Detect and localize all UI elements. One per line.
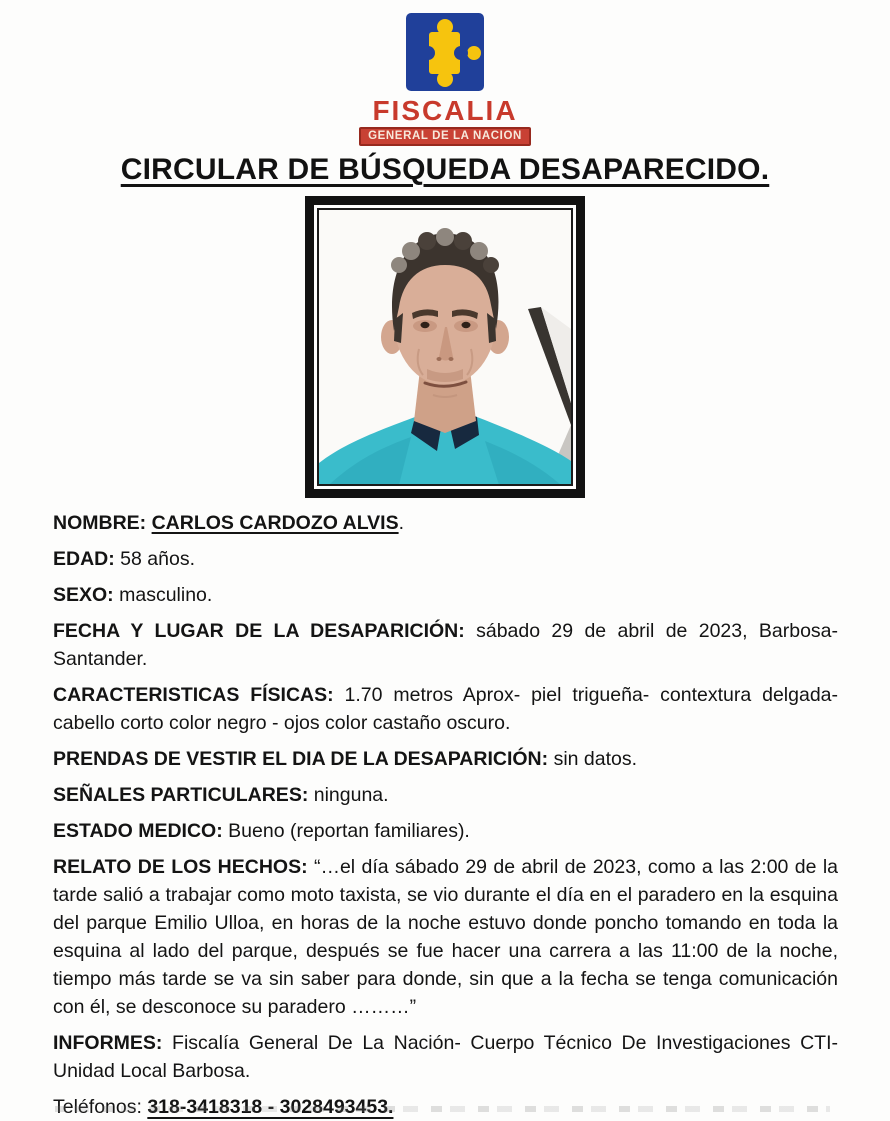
details-section bbox=[53, 509, 838, 1121]
field-prendas-value: sin datos. bbox=[553, 748, 638, 771]
field-sexo-value: masculino. bbox=[119, 584, 213, 607]
field-fecha-lugar-label: FECHA Y LUGAR DE LA DESAPARICIÓN: bbox=[53, 620, 465, 643]
field-sexo-label: SEXO: bbox=[53, 584, 114, 607]
fiscalia-wordmark: FISCALIA bbox=[372, 95, 518, 126]
field-edad-value: 58 años. bbox=[120, 548, 195, 571]
field-senales-label: SEÑALES PARTICULARES: bbox=[53, 784, 309, 807]
field-informes-label: INFORMES: bbox=[53, 1032, 163, 1055]
field-sexo bbox=[53, 581, 838, 609]
field-nombre-label: NOMBRE: bbox=[53, 512, 147, 535]
field-prendas bbox=[53, 745, 838, 773]
field-nombre-suffix: . bbox=[398, 512, 405, 535]
field-estado-medico-label: ESTADO MEDICO: bbox=[53, 820, 223, 843]
fiscalia-emblem-icon bbox=[405, 10, 485, 94]
field-relato-label: RELATO DE LOS HECHOS: bbox=[53, 856, 308, 879]
field-caracteristicas-label: CARACTERISTICAS FÍSICAS: bbox=[53, 684, 334, 707]
field-nombre bbox=[53, 509, 838, 537]
field-edad-label: EDAD: bbox=[53, 548, 115, 571]
field-prendas-label: PRENDAS DE VESTIR EL DIA DE LA DESAPARICIÓN: bbox=[53, 748, 549, 771]
field-telefonos-label: Teléfonos: bbox=[53, 1096, 142, 1119]
field-senales-value: ninguna. bbox=[313, 784, 389, 807]
fiscalia-subtitle-box bbox=[0, 126, 890, 146]
field-caracteristicas-value: 1.70 metros Aprox- piel trigueña- contextura delgada- cabello corto color negro - ojos color castaño oscuro. bbox=[53, 684, 838, 735]
field-fecha-lugar bbox=[53, 617, 838, 673]
field-estado-medico-value: Bueno (reportan familiares). bbox=[228, 820, 470, 843]
field-informes-value: Fiscalía General De La Nación- Cuerpo Técnico De Investigaciones CTI- Unidad Local Barbosa. bbox=[53, 1032, 838, 1083]
missing-person-photo-frame bbox=[305, 196, 585, 498]
field-fecha-lugar-value: sábado 29 de abril de 2023, Barbosa-Santander. bbox=[53, 620, 839, 671]
field-nombre-value: CARLOS CARDOZO ALVIS bbox=[151, 512, 399, 535]
page-title: CIRCULAR DE BÚSQUEDA DESAPARECIDO. bbox=[120, 153, 770, 187]
missing-person-photo bbox=[317, 208, 573, 486]
fiscalia-logo bbox=[0, 0, 890, 146]
field-edad bbox=[53, 545, 838, 573]
field-relato-value: “…el día sábado 29 de abril de 2023, como a las 2:00 de la tarde salió a trabajar como moto taxista, se vio durante el día en el paradero en la esquina del parque Emilio Ulloa, en horas de la noche estuvo donde poncho tomando en toda la esquina al lado del parque, después se fue hacer una carrera a las 11:00 de la noche, tiempo más tarde se va sin saber para donde, sin que a la fecha se tenga comunicación con él, se desconoce su paradero ………” bbox=[53, 856, 838, 1019]
field-relato bbox=[53, 853, 838, 1021]
field-estado-medico bbox=[53, 817, 838, 845]
missing-person-portrait bbox=[319, 210, 571, 484]
fiscalia-subtitle: GENERAL DE LA NACION bbox=[359, 127, 531, 146]
cutoff-next-line bbox=[55, 1106, 830, 1112]
field-informes bbox=[53, 1029, 838, 1085]
field-telefonos-value: 318-3418318 - 3028493453. bbox=[147, 1096, 394, 1119]
field-caracteristicas bbox=[53, 681, 838, 737]
field-senales bbox=[53, 781, 838, 809]
